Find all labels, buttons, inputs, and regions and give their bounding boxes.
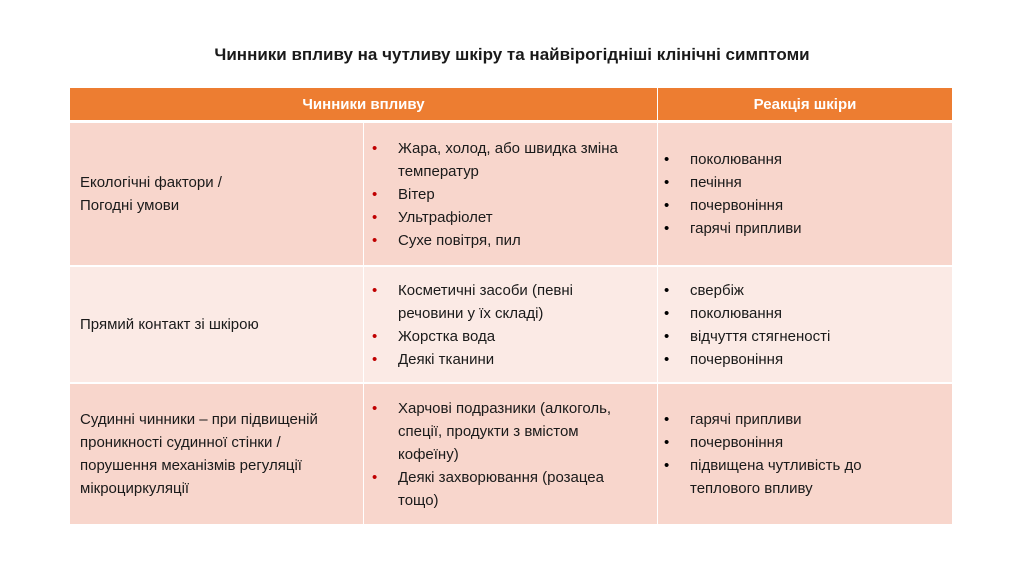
factor-item: • Сухе повітря, пил — [372, 229, 634, 252]
row-reactions — [658, 384, 953, 526]
factors-table — [70, 88, 953, 526]
category-text: Екологічні фактори / — [80, 174, 222, 191]
factor-item: • Харчові подразники (алкоголь, спеції, продукти з вмістом кофеїну) — [372, 397, 634, 466]
category-text: Судинні чинники – при підвищеній проникності судинної стінки / порушення механізмів регуляції мікроциркуляції — [80, 411, 318, 497]
row-category — [70, 384, 364, 526]
category-text: Погодні умови — [80, 197, 180, 214]
reaction-item: • гарячі припливи — [664, 408, 894, 431]
reactions-list — [664, 148, 894, 240]
reaction-item: • підвищена чутливість до теплового впливу — [664, 454, 894, 500]
reaction-item: • свербіж — [664, 279, 894, 302]
header-reaction: Реакція шкіри — [658, 88, 953, 123]
factor-item: • Косметичні засоби (певні речовини у їх складі) — [372, 279, 634, 325]
factors-list — [372, 397, 634, 512]
factor-item: • Жорстка вода — [372, 325, 634, 348]
reaction-item: • відчуття стягненості — [664, 325, 894, 348]
factor-item: • Деякі захворювання (розацеа тощо) — [372, 466, 634, 512]
reaction-item: • почервоніння — [664, 348, 894, 371]
row-category — [70, 267, 364, 384]
row-category — [70, 123, 364, 267]
reactions-list — [664, 408, 894, 500]
slide-title: Чинники впливу на чутливу шкіру та найвірогідніші клінічні симптоми — [214, 45, 810, 64]
reaction-item: • печіння — [664, 171, 894, 194]
reaction-item: • почервоніння — [664, 194, 894, 217]
row-factors — [364, 123, 658, 267]
reaction-item: • поколювання — [664, 302, 894, 325]
reactions-list — [664, 279, 894, 371]
row-reactions — [658, 123, 953, 267]
row-reactions — [658, 267, 953, 384]
factor-item: • Вітер — [372, 183, 634, 206]
factor-item: • Деякі тканини — [372, 348, 634, 371]
factor-item: • Жара, холод, або швидка зміна температур — [372, 137, 634, 183]
reaction-item: • поколювання — [664, 148, 894, 171]
category-text: Прямий контакт зі шкірою — [80, 316, 259, 333]
factor-item: • Ультрафіолет — [372, 206, 634, 229]
reaction-item: • гарячі припливи — [664, 217, 894, 240]
reaction-item: • почервоніння — [664, 431, 894, 454]
header-factors: Чинники впливу — [70, 88, 658, 123]
factors-list — [372, 137, 634, 252]
row-factors — [364, 384, 658, 526]
factors-list — [372, 279, 634, 371]
row-factors — [364, 267, 658, 384]
